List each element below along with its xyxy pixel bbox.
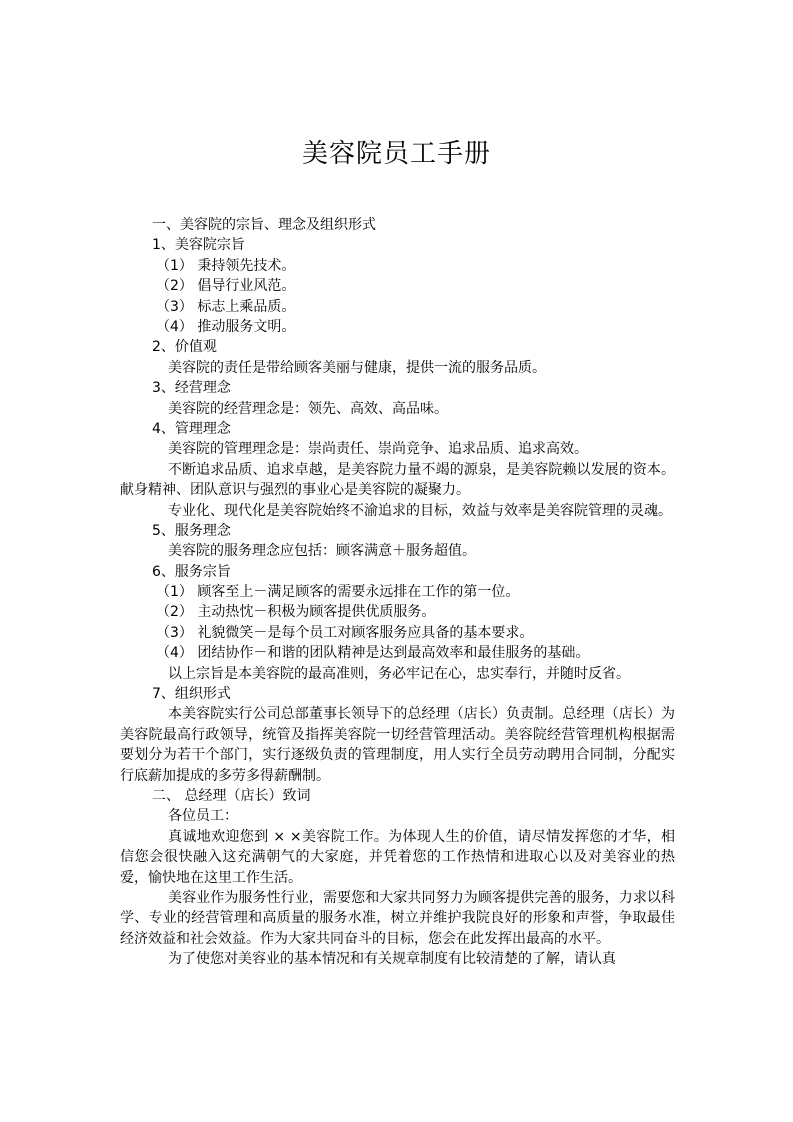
organization-text: 本美容院实行公司总部董事长领导下的总经理（店长）负责制。总经理（店长）为美容院最高行政领导，统管及指挥美容院一切经营管理活动。美容院经营管理机构根据需要划分为若干个部门，实行逐级负责的管理制度，用人实行全员劳动聘用合同制，分配实行底薪加提成的多劳多得薪酬制。 bbox=[120, 706, 675, 784]
purpose-item-4: （4） 推动服务文明。 bbox=[156, 318, 296, 335]
document-body bbox=[120, 215, 675, 970]
management-text-1: 美容院的管理理念是：崇尚责任、崇尚竞争、追求品质、追求高效。 bbox=[168, 441, 588, 458]
service-purpose-item-2: （2） 主动热忱－积极为顾客提供优质服务。 bbox=[156, 604, 436, 621]
values-text: 美容院的责任是带给顾客美丽与健康，提供一流的服务品质。 bbox=[168, 359, 546, 376]
management-text-3: 专业化、现代化是美容院始终不渝追求的目标，效益与效率是美容院管理的灵魂。 bbox=[168, 502, 672, 519]
service-philosophy-text: 美容院的服务理念应包括：顾客满意＋服务超值。 bbox=[168, 543, 476, 560]
section-heading-2: 二、 总经理（店长）致词 bbox=[152, 788, 311, 805]
subheading-values: 2、价值观 bbox=[152, 339, 217, 356]
section-heading-1: 一、美容院的宗旨、理念及组织形式 bbox=[152, 217, 376, 233]
business-text: 美容院的经营理念是：领先、高效、高品味。 bbox=[168, 400, 448, 417]
greeting: 各位员工： bbox=[168, 808, 238, 825]
welcome-paragraph-2: 美容业作为服务性行业，需要您和大家共同努力为顾客提供完善的服务，力求以科学、专业的经营管理和高质量的服务水准，树立并维护我院良好的形象和声誉，争取最佳经济效益和社会效益。作为大家共同奋斗的目标，您会在此发挥出最高的水平。 bbox=[120, 890, 675, 947]
purpose-item-1: （1） 秉持领先技术。 bbox=[156, 257, 296, 274]
subheading-organization: 7、组织形式 bbox=[152, 686, 231, 703]
management-text-2: 不断追求品质、追求卓越，是美容院力量不竭的源泉，是美容院赖以发展的资本。献身精神、团队意识与强烈的事业心是美容院的凝聚力。 bbox=[120, 461, 675, 499]
subheading-management: 4、管理理念 bbox=[152, 420, 231, 437]
purpose-item-3: （3） 标志上乘品质。 bbox=[156, 298, 296, 315]
service-purpose-item-4: （4） 团结协作－和谐的团队精神是达到最高效率和最佳服务的基础。 bbox=[156, 645, 590, 662]
service-purpose-summary: 以上宗旨是本美容院的最高准则，务必牢记在心，忠实奉行，并随时反省。 bbox=[168, 665, 630, 682]
purpose-item-2: （2） 倡导行业风范。 bbox=[156, 278, 296, 295]
service-purpose-item-1: （1） 顾客至上－满足顾客的需要永远排在工作的第一位。 bbox=[156, 584, 520, 601]
welcome-paragraph-1: 真诚地欢迎您到 × ×美容院工作。为体现人生的价值，请尽情发挥您的才华，相信您会很快融入这充满朝气的大家庭，并凭着您的工作热情和进取心以及对美容业的热爱，愉快地在这里工作生活。 bbox=[120, 828, 675, 886]
welcome-paragraph-3: 为了使您对美容业的基本情况和有关规章制度有比较清楚的了解，请认真 bbox=[168, 951, 616, 968]
subheading-service-purpose: 6、服务宗旨 bbox=[152, 563, 231, 580]
service-purpose-item-3: （3） 礼貌微笑－是每个员工对顾客服务应具备的基本要求。 bbox=[156, 624, 534, 641]
subheading-purpose: 1、美容院宗旨 bbox=[152, 237, 245, 254]
subheading-service-philosophy: 5、服务理念 bbox=[152, 522, 231, 539]
subheading-business: 3、经营理念 bbox=[152, 380, 231, 397]
document-title: 美容院员工手册 bbox=[301, 139, 491, 169]
